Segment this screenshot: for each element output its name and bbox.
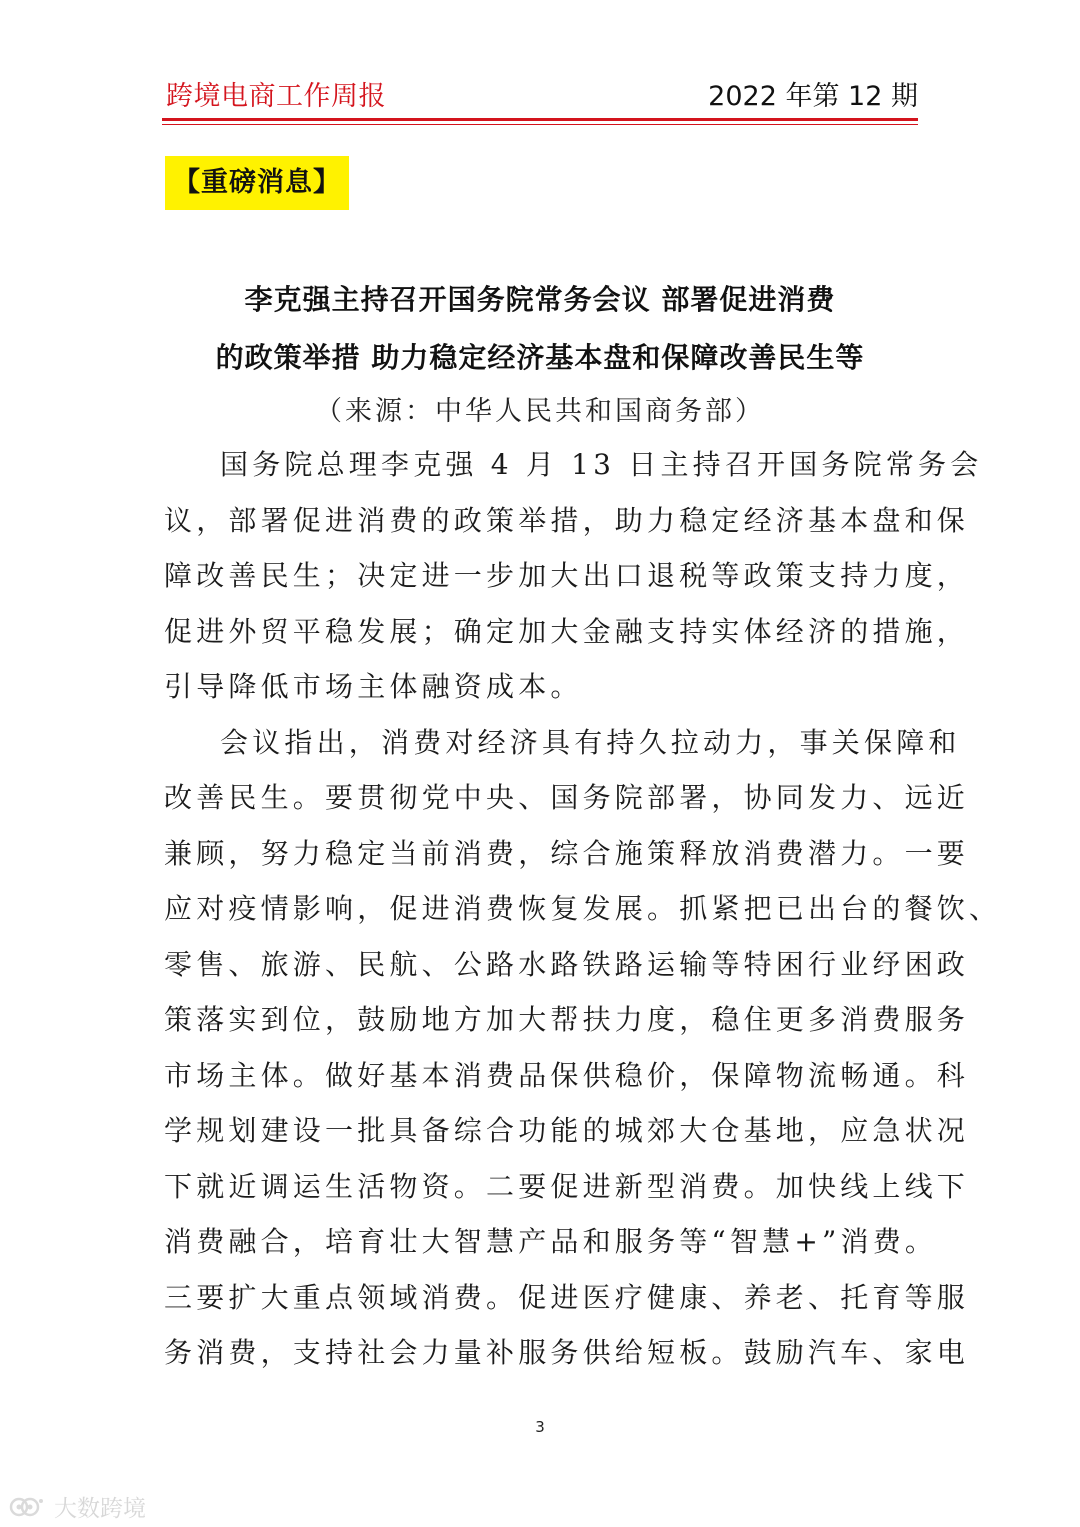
body-line: 零售、旅游、民航、公路水路铁路运输等特困行业纾困政 [164,948,970,981]
body-line: 国务院总理李克强 4 月 13 日主持召开国务院常务会 [220,448,983,481]
body-line: 障改善民生；决定进一步加大出口退税等政策支持力度， [164,559,970,592]
header-divider-thin [162,124,918,125]
brand-logo-icon [8,1493,48,1521]
body-line: 议，部署促进消费的政策举措，助力稳定经济基本盘和保 [164,504,970,537]
article-source: （来源：中华人民共和国商务部） [315,396,765,427]
header-divider [162,118,918,121]
body-line: 三要扩大重点领域消费。促进医疗健康、养老、托育等服 [164,1281,970,1314]
section-tag: 【重磅消息】 [165,156,349,210]
body-line: 市场主体。做好基本消费品保供稳价，保障物流畅通。科 [164,1059,970,1092]
body-line: 兼顾，努力稳定当前消费，综合施策释放消费潜力。一要 [164,837,970,870]
body-line: 学规划建设一批具备综合功能的城郊大仓基地，应急状况 [164,1114,970,1147]
body-line: 下就近调运生活物资。二要促进新型消费。加快线上线下 [164,1170,970,1203]
body-line: 策落实到位，鼓励地方加大帮扶力度，稳住更多消费服务 [164,1003,970,1036]
article-title-line-2: 的政策举措 助力稳定经济基本盘和保障改善民生等 [215,341,865,374]
publication-name: 跨境电商工作周报 [166,81,386,112]
issue-number: 2022 年第 12 期 [708,81,918,112]
body-line: 促进外贸平稳发展；确定加大金融支持实体经济的措施， [164,615,970,648]
article-title-line-1: 李克强主持召开国务院常务会议 部署促进消费 [244,283,836,316]
body-line: 消费融合，培育壮大智慧产品和服务等“智慧+”消费。 [164,1225,938,1258]
body-line: 改善民生。要贯彻党中央、国务院部署，协同发力、远近 [164,781,970,814]
body-line: 应对疫情影响，促进消费恢复发展。抓紧把已出台的餐饮、 [164,892,1002,925]
watermark [8,1490,146,1523]
body-line: 会议指出，消费对经济具有持久拉动力，事关保障和 [220,726,961,759]
body-line: 务消费，支持社会力量补服务供给短板。鼓励汽车、家电 [164,1336,970,1369]
watermark-text: 大数跨境 [54,1496,146,1522]
page-number: 3 [535,1418,545,1436]
body-line: 引导降低市场主体融资成本。 [164,670,583,703]
